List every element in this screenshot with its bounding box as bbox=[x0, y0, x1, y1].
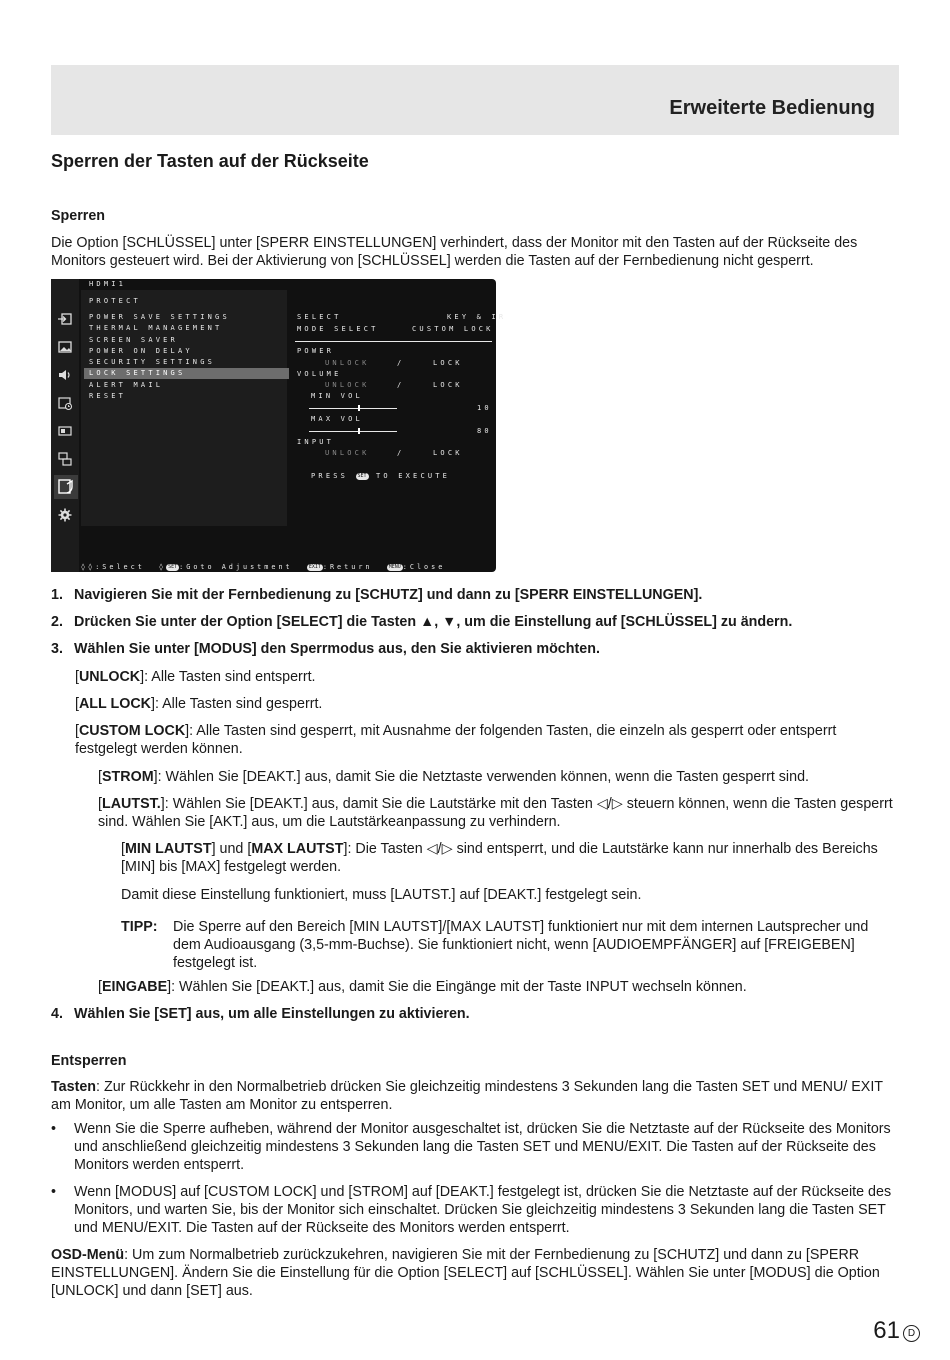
tipp-label: TIPP: bbox=[121, 919, 158, 935]
set-key-badge: SET bbox=[357, 472, 367, 479]
option-lautst: [LAUTST.]: Wählen Sie [DEAKT.] aus, damit Sie die Lautstärke mit den Tasten ◁/▷ steuern können, wenn die Tasten gesperrt sind. Wählen Sie [AKT.] aus, um die Lautstärkeanpassung zu verhindern. bbox=[98, 796, 893, 830]
mode-custom-lock: [CUSTOM LOCK]: Alle Tasten sind gesperrt, mit Ausnahme der folgenden Tasten, die einzeln als gesperrt oder entsperrt festgelegt werden können. bbox=[75, 723, 837, 757]
osd-screenshot bbox=[51, 279, 507, 572]
arrow-icon: ◊ bbox=[159, 563, 167, 571]
option-eingabe: [EINGABE]: Wählen Sie [DEAKT.] aus, damit Sie die Eingänge mit der Taste INPUT wechseln können. bbox=[98, 979, 747, 995]
language-mark: D bbox=[903, 1325, 920, 1342]
lock-heading: Sperren bbox=[51, 208, 106, 224]
set-key-badge: SET bbox=[168, 563, 178, 570]
picture-icon bbox=[57, 339, 73, 355]
settings-icon bbox=[57, 507, 73, 523]
osd-volume-label: VOLUME bbox=[297, 370, 342, 378]
lock-intro: Die Option [SCHLÜSSEL] unter [SPERR EINSTELLUNGEN] verhindert, dass der Monitor mit den Tasten auf der Rückseite des Monitors gesteuert wird. Bei der Aktivierung von [SCHLÜSSEL] werden die Tasten auf der Fernbedienung nicht gesperrt. bbox=[51, 235, 858, 269]
step-3: 3. Wählen Sie unter [MODUS] den Sperrmodus aus, den Sie aktivieren möchten. bbox=[51, 641, 600, 657]
protect-icon bbox=[54, 475, 78, 499]
osd-menu-item[interactable]: RESET bbox=[89, 392, 127, 400]
menu-key-badge: MENU bbox=[388, 563, 401, 570]
multi-screen-icon bbox=[57, 451, 73, 467]
osd-input-name: HDMI1 bbox=[89, 280, 127, 288]
osd-power-unlock[interactable]: UNLOCK bbox=[325, 359, 370, 367]
osd-power-lock[interactable]: LOCK bbox=[433, 359, 463, 367]
osd-mode-label: MODE SELECT bbox=[297, 325, 379, 333]
option-min-max-lautst: [MIN LAUTST] und [MAX LAUTST]: Die Tasten ◁/▷ sind entsperrt, und die Lautstärke kann nur innerhalb des Bereichs [MIN] bis [MAX] festgelegt werden. bbox=[121, 841, 878, 875]
osd-slash: / bbox=[397, 381, 405, 389]
osd-bottom-bar: ◊◊:Select ◊ SET :Goto Adjustment EXIT :Return MENU :Close bbox=[81, 563, 446, 571]
display-icon bbox=[57, 423, 73, 439]
header-band bbox=[51, 65, 899, 135]
osd-menu-item[interactable]: ALERT MAIL bbox=[89, 381, 164, 389]
page-number: 61 D bbox=[873, 1322, 920, 1342]
max-vol-slider-knob[interactable] bbox=[358, 428, 360, 434]
mode-unlock: [UNLOCK]: Alle Tasten sind entsperrt. bbox=[75, 669, 316, 685]
osd-input-unlock[interactable]: UNLOCK bbox=[325, 449, 370, 457]
input-icon bbox=[57, 311, 73, 327]
osd-execute-hint: PRESS SET TO EXECUTE bbox=[311, 472, 451, 480]
osd-menu-item-selected[interactable]: LOCK SETTINGS bbox=[84, 368, 289, 379]
page-title: Sperren der Tasten auf der Rückseite bbox=[51, 151, 369, 171]
audio-icon bbox=[57, 367, 73, 383]
unlock-tasten: Tasten: Zur Rückkehr in den Normalbetrieb drücken Sie gleichzeitig mindestens 3 Sekunden lang die Tasten SET und MENU/ EXIT am Monitor, um alle Tasten am Monitor zu entsperren. bbox=[51, 1079, 883, 1113]
osd-volume-unlock[interactable]: UNLOCK bbox=[325, 381, 370, 389]
min-vol-slider[interactable] bbox=[309, 408, 397, 409]
updown-icon: ◊◊ bbox=[81, 563, 96, 571]
osd-icon-bar bbox=[51, 279, 79, 572]
osd-select-value[interactable]: KEY & IR bbox=[447, 313, 507, 321]
step-4: 4. Wählen Sie [SET] aus, um alle Einstellungen zu aktivieren. bbox=[51, 1006, 470, 1022]
osd-menu-item[interactable]: POWER ON DELAY bbox=[89, 347, 193, 355]
unlock-heading: Entsperren bbox=[51, 1053, 127, 1069]
osd-slash: / bbox=[397, 449, 405, 457]
osd-power-label: POWER bbox=[297, 347, 335, 355]
osd-menu-title: PROTECT bbox=[89, 297, 141, 305]
step-2: 2. Drücken Sie unter der Option [SELECT] die Tasten ▲, ▼, um die Einstellung auf [SCHLÜSSEL] zu ändern. bbox=[51, 614, 793, 630]
max-vol-slider[interactable] bbox=[309, 431, 397, 432]
osd-menu-item[interactable]: THERMAL MANAGEMENT bbox=[89, 324, 223, 332]
osd-divider bbox=[295, 341, 492, 342]
tipp-text: Die Sperre auf den Bereich [MIN LAUTST]/[MAX LAUTST] funktioniert nur mit dem internen Lautsprecher und dem Audioausgang (3,5-mm-Buchse). Sie funktioniert nicht, wenn [AUDIOEMPFÄNGER] auf [FREIGEBEN] festgelegt ist. bbox=[173, 919, 869, 971]
osd-select-label: SELECT bbox=[297, 313, 342, 321]
osd-menu-item[interactable]: SECURITY SETTINGS bbox=[89, 358, 216, 366]
osd-max-vol-label: MAX VOL bbox=[311, 415, 363, 423]
step-1: 1. Navigieren Sie mit der Fernbedienung zu [SCHUTZ] und dann zu [SPERR EINSTELLUNGEN]. bbox=[51, 587, 703, 603]
osd-input-label: INPUT bbox=[297, 438, 335, 446]
exit-key-badge: EXIT bbox=[308, 563, 321, 570]
osd-max-vol-value: 80 bbox=[477, 427, 492, 435]
osd-min-vol-value: 10 bbox=[477, 404, 492, 412]
min-vol-slider-knob[interactable] bbox=[358, 405, 360, 411]
schedule-icon bbox=[57, 395, 73, 411]
osd-input-lock[interactable]: LOCK bbox=[433, 449, 463, 457]
mode-all-lock: [ALL LOCK]: Alle Tasten sind gesperrt. bbox=[75, 696, 323, 712]
min-max-note: Damit diese Einstellung funktioniert, muss [LAUTST.] auf [DEAKT.] festgelegt sein. bbox=[121, 887, 642, 903]
unlock-osd-menu: OSD-Menü: Um zum Normalbetrieb zurückzukehren, navigieren Sie mit der Fernbedienung zu [SCHUTZ] und dann zu [SPERR EINSTELLUNGEN]. Ändern Sie die Einstellung für die Option [SELECT] auf [SCHLÜSSEL]. Wählen Sie unter [MODUS] die Option [UNLOCK] und dann [SET] aus. bbox=[51, 1247, 880, 1299]
osd-menu-item[interactable]: POWER SAVE SETTINGS bbox=[89, 313, 230, 321]
osd-volume-lock[interactable]: LOCK bbox=[433, 381, 463, 389]
section-header-title: Erweiterte Bedienung bbox=[669, 97, 875, 119]
option-strom: [STROM]: Wählen Sie [DEAKT.] aus, damit Sie die Netztaste verwenden können, wenn die Tasten gesperrt sind. bbox=[98, 769, 809, 785]
osd-mode-value[interactable]: CUSTOM LOCK bbox=[412, 325, 494, 333]
osd-slash: / bbox=[397, 359, 405, 367]
osd-min-vol-label: MIN VOL bbox=[311, 392, 363, 400]
osd-menu-item[interactable]: SCREEN SAVER bbox=[89, 336, 178, 344]
